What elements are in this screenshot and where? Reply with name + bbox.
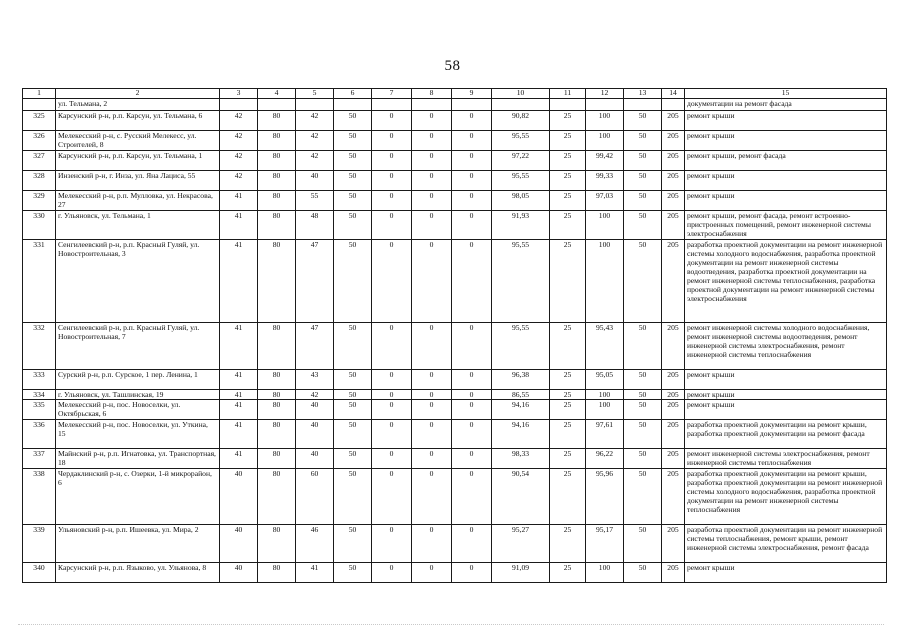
table-cell: 0 bbox=[372, 525, 412, 563]
table-cell: 0 bbox=[372, 191, 412, 211]
table-cell: 0 bbox=[412, 449, 452, 469]
table-cell: 0 bbox=[372, 151, 412, 171]
page-number: 58 bbox=[444, 58, 461, 74]
table-cell: 100 bbox=[586, 563, 624, 583]
works-cell: разработка проектной документации на ремонт крыши, разработка проектной документации на ремонт фасада bbox=[685, 420, 887, 449]
table-cell: 0 bbox=[412, 525, 452, 563]
column-number-header: 15 bbox=[685, 89, 887, 99]
table-cell: 100 bbox=[586, 390, 624, 400]
table-cell: 50 bbox=[624, 171, 662, 191]
table-cell: 94,16 bbox=[492, 420, 550, 449]
table-cell: 95,96 bbox=[586, 469, 624, 525]
row-number-cell: 340 bbox=[23, 563, 56, 583]
table-cell: 98,33 bbox=[492, 449, 550, 469]
table-cell: 80 bbox=[258, 211, 296, 240]
table-cell: 205 bbox=[662, 111, 685, 131]
table-cell: 50 bbox=[334, 525, 372, 563]
table-cell: 50 bbox=[334, 420, 372, 449]
row-number-cell: 329 bbox=[23, 191, 56, 211]
table-cell: 50 bbox=[334, 563, 372, 583]
table-cell: 91,09 bbox=[492, 563, 550, 583]
table-cell: 41 bbox=[220, 390, 258, 400]
works-cell: ремонт крыши bbox=[685, 131, 887, 151]
address-cell: Майнский р-н, р.п. Игнатовка, ул. Транспортная, 18 bbox=[56, 449, 220, 469]
table-cell: 50 bbox=[334, 211, 372, 240]
table-cell: 50 bbox=[624, 420, 662, 449]
table-cell: 205 bbox=[662, 420, 685, 449]
table-cell: 96,22 bbox=[586, 449, 624, 469]
table-cell: 0 bbox=[412, 370, 452, 390]
address-cell: г. Ульяновск, ул. Ташлинская, 19 bbox=[56, 390, 220, 400]
table-cell: 0 bbox=[452, 211, 492, 240]
table-cell: 50 bbox=[334, 111, 372, 131]
table-cell: 41 bbox=[220, 449, 258, 469]
table-cell: 0 bbox=[412, 240, 452, 323]
works-cell: ремонт крыши, ремонт фасада bbox=[685, 151, 887, 171]
table-cell: 95,55 bbox=[492, 323, 550, 370]
works-cell: ремонт инженерной системы электроснабжения, ремонт инженерной системы теплоснабжения bbox=[685, 449, 887, 469]
row-number-cell: 336 bbox=[23, 420, 56, 449]
works-cell: ремонт крыши bbox=[685, 390, 887, 400]
row-number-cell: 332 bbox=[23, 323, 56, 370]
table-cell: 91,93 bbox=[492, 211, 550, 240]
row-number-cell: 334 bbox=[23, 390, 56, 400]
table-cell: 80 bbox=[258, 151, 296, 171]
table-cell: 50 bbox=[334, 131, 372, 151]
table-cell: 41 bbox=[220, 240, 258, 323]
table-cell: 50 bbox=[334, 191, 372, 211]
table-cell: 0 bbox=[372, 240, 412, 323]
table-cell: 50 bbox=[334, 171, 372, 191]
table-cell: 41 bbox=[220, 400, 258, 420]
works-cell: документации на ремонт фасада bbox=[685, 99, 887, 111]
table-row bbox=[23, 131, 887, 151]
table-cell: 97,61 bbox=[586, 420, 624, 449]
table-cell: 50 bbox=[624, 131, 662, 151]
table-cell: 0 bbox=[372, 370, 412, 390]
table-cell: 25 bbox=[550, 151, 586, 171]
table-cell: 50 bbox=[624, 390, 662, 400]
table-cell: 95,05 bbox=[586, 370, 624, 390]
table-cell: 80 bbox=[258, 131, 296, 151]
table-cell: 0 bbox=[372, 563, 412, 583]
table-cell: 100 bbox=[586, 240, 624, 323]
table-cell: 40 bbox=[220, 563, 258, 583]
table-cell: 95,55 bbox=[492, 171, 550, 191]
works-cell: ремонт крыши bbox=[685, 563, 887, 583]
table-cell: 50 bbox=[624, 525, 662, 563]
table-cell: 50 bbox=[334, 390, 372, 400]
works-cell: ремонт инженерной системы холодного водоснабжения, ремонт инженерной системы водоотведения, ремонт инженерной системы электроснабжения, ремонт инженерной системы теплоснабжения bbox=[685, 323, 887, 370]
row-number-cell: 330 bbox=[23, 211, 56, 240]
table-cell: 41 bbox=[220, 211, 258, 240]
address-cell: Карсунский р-н, р.п. Карсун, ул. Тельмана, 1 bbox=[56, 151, 220, 171]
table-cell: 95,17 bbox=[586, 525, 624, 563]
table-cell: 0 bbox=[452, 171, 492, 191]
table-row bbox=[23, 370, 887, 390]
table-cell: 0 bbox=[372, 420, 412, 449]
table-cell: 0 bbox=[452, 131, 492, 151]
table-cell: 25 bbox=[550, 420, 586, 449]
table-cell: 0 bbox=[452, 469, 492, 525]
table-cell: 0 bbox=[412, 211, 452, 240]
table-cell: 80 bbox=[258, 171, 296, 191]
table-cell: 25 bbox=[550, 390, 586, 400]
table-cell: 46 bbox=[296, 525, 334, 563]
table-cell: 42 bbox=[296, 151, 334, 171]
table-cell: 0 bbox=[452, 240, 492, 323]
table-row bbox=[23, 390, 887, 400]
table-cell: 0 bbox=[452, 390, 492, 400]
table-row bbox=[23, 420, 887, 449]
table-cell: 96,38 bbox=[492, 370, 550, 390]
row-number-cell: 331 bbox=[23, 240, 56, 323]
row-number-cell: 338 bbox=[23, 469, 56, 525]
table-cell: 80 bbox=[258, 191, 296, 211]
table-cell: 80 bbox=[258, 390, 296, 400]
table-cell bbox=[334, 99, 372, 111]
column-number-header: 7 bbox=[372, 89, 412, 99]
table-cell bbox=[624, 99, 662, 111]
column-number-header: 1 bbox=[23, 89, 56, 99]
table-cell: 41 bbox=[220, 191, 258, 211]
table-cell: 42 bbox=[220, 111, 258, 131]
table-cell: 0 bbox=[412, 323, 452, 370]
works-cell: ремонт крыши bbox=[685, 191, 887, 211]
table-cell: 50 bbox=[624, 151, 662, 171]
table-cell: 0 bbox=[372, 211, 412, 240]
table-cell: 205 bbox=[662, 563, 685, 583]
address-cell: Сенгилеевский р-н, р.п. Красный Гуляй, ул. Новостроительная, 3 bbox=[56, 240, 220, 323]
table-cell: 25 bbox=[550, 370, 586, 390]
table-cell: 205 bbox=[662, 151, 685, 171]
table-cell: 80 bbox=[258, 469, 296, 525]
table-cell: 50 bbox=[624, 400, 662, 420]
table-cell: 25 bbox=[550, 191, 586, 211]
table-cell: 0 bbox=[452, 400, 492, 420]
table-cell: 40 bbox=[296, 400, 334, 420]
table-cell: 42 bbox=[220, 131, 258, 151]
table-cell: 0 bbox=[372, 171, 412, 191]
address-cell: Мелекесский р-н, р.п. Мулловка, ул. Некрасова, 27 bbox=[56, 191, 220, 211]
table-row bbox=[23, 563, 887, 583]
table-cell: 90,82 bbox=[492, 111, 550, 131]
table-cell: 47 bbox=[296, 240, 334, 323]
table-cell: 40 bbox=[296, 171, 334, 191]
table-row bbox=[23, 211, 887, 240]
table-cell: 100 bbox=[586, 131, 624, 151]
table-cell: 95,43 bbox=[586, 323, 624, 370]
column-number-header: 5 bbox=[296, 89, 334, 99]
table-row bbox=[23, 171, 887, 191]
column-number-header: 9 bbox=[452, 89, 492, 99]
table-cell: 40 bbox=[296, 449, 334, 469]
table-cell bbox=[586, 99, 624, 111]
table-cell: 0 bbox=[372, 131, 412, 151]
table-cell bbox=[412, 99, 452, 111]
column-number-header: 4 bbox=[258, 89, 296, 99]
table-cell: 41 bbox=[220, 370, 258, 390]
table-cell: 40 bbox=[220, 469, 258, 525]
table-cell: 95,55 bbox=[492, 240, 550, 323]
table-cell: 25 bbox=[550, 449, 586, 469]
column-number-header: 6 bbox=[334, 89, 372, 99]
works-cell: разработка проектной документации на ремонт инженерной системы холодного водоснабжения, разработка проектной документации на ремонт инженерной системы водоотведения, разработка проектной документации на ремонт инженерной системы теплоснабжения, разработка проектной документации на ремонт инженерной системы электроснабжения bbox=[685, 240, 887, 323]
table-cell: 205 bbox=[662, 370, 685, 390]
table-cell: 0 bbox=[452, 525, 492, 563]
table-cell: 60 bbox=[296, 469, 334, 525]
table-cell: 0 bbox=[412, 469, 452, 525]
table-cell: 42 bbox=[296, 111, 334, 131]
table-cell bbox=[550, 99, 586, 111]
table-row bbox=[23, 111, 887, 131]
table-cell: 205 bbox=[662, 211, 685, 240]
works-cell: разработка проектной документации на ремонт инженерной системы теплоснабжения, ремонт крыши, ремонт инженерной системы электроснабжения, ремонт фасада bbox=[685, 525, 887, 563]
works-cell: разработка проектной документации на ремонт крыши, разработка проектной документации на ремонт инженерной системы холодного водоснабжения, разработка проектной документации на ремонт инженерной системы теплоснабжения bbox=[685, 469, 887, 525]
table-cell: 80 bbox=[258, 323, 296, 370]
table-cell: 25 bbox=[550, 111, 586, 131]
table-cell: 80 bbox=[258, 370, 296, 390]
table-cell: 80 bbox=[258, 563, 296, 583]
table-cell: 50 bbox=[624, 563, 662, 583]
table-cell: 25 bbox=[550, 469, 586, 525]
table-cell: 50 bbox=[624, 240, 662, 323]
table-cell: 50 bbox=[624, 323, 662, 370]
header-row bbox=[23, 89, 887, 99]
table-cell: 0 bbox=[372, 111, 412, 131]
works-cell: ремонт крыши bbox=[685, 370, 887, 390]
table-cell: 40 bbox=[220, 525, 258, 563]
table-cell: 98,05 bbox=[492, 191, 550, 211]
table-cell bbox=[296, 99, 334, 111]
table-cell: 41 bbox=[220, 323, 258, 370]
table-cell: 100 bbox=[586, 400, 624, 420]
table-cell: 205 bbox=[662, 191, 685, 211]
table-cell: 41 bbox=[296, 563, 334, 583]
table-cell: 50 bbox=[334, 400, 372, 420]
table-cell: 0 bbox=[412, 420, 452, 449]
row-number-cell: 333 bbox=[23, 370, 56, 390]
table-cell: 50 bbox=[624, 211, 662, 240]
row-number-cell: 326 bbox=[23, 131, 56, 151]
table-cell: 100 bbox=[586, 211, 624, 240]
table-cell: 0 bbox=[372, 449, 412, 469]
column-number-header: 3 bbox=[220, 89, 258, 99]
row-number-cell: 337 bbox=[23, 449, 56, 469]
table-cell: 94,16 bbox=[492, 400, 550, 420]
row-number-cell: 327 bbox=[23, 151, 56, 171]
table-row bbox=[23, 151, 887, 171]
table-cell bbox=[372, 99, 412, 111]
table-row bbox=[23, 449, 887, 469]
table-cell: 42 bbox=[220, 171, 258, 191]
column-number-header: 14 bbox=[662, 89, 685, 99]
table-cell: 25 bbox=[550, 525, 586, 563]
address-cell: Чердаклинский р-н, с. Озерки, 1-й микрорайон, 6 bbox=[56, 469, 220, 525]
table-cell: 205 bbox=[662, 131, 685, 151]
works-cell: ремонт крыши bbox=[685, 111, 887, 131]
works-cell: ремонт крыши bbox=[685, 171, 887, 191]
table-cell: 0 bbox=[452, 563, 492, 583]
table-row bbox=[23, 240, 887, 323]
scan-noise-line bbox=[18, 624, 884, 626]
table-cell: 205 bbox=[662, 400, 685, 420]
row-number-cell: 325 bbox=[23, 111, 56, 131]
table-row bbox=[23, 525, 887, 563]
table-cell: 0 bbox=[412, 390, 452, 400]
table-cell: 50 bbox=[334, 240, 372, 323]
address-cell: Инзенский р-н, г. Инза, ул. Яна Лациса, 55 bbox=[56, 171, 220, 191]
works-cell: ремонт крыши bbox=[685, 400, 887, 420]
table-cell: 50 bbox=[334, 469, 372, 525]
table-cell: 50 bbox=[624, 111, 662, 131]
table-cell: 100 bbox=[586, 111, 624, 131]
table-cell: 0 bbox=[372, 390, 412, 400]
table-cell: 97,22 bbox=[492, 151, 550, 171]
table-cell bbox=[220, 99, 258, 111]
table-cell bbox=[662, 99, 685, 111]
table-cell: 0 bbox=[412, 131, 452, 151]
table-cell: 50 bbox=[624, 191, 662, 211]
table-cell: 25 bbox=[550, 211, 586, 240]
column-number-header: 2 bbox=[56, 89, 220, 99]
address-cell: Карсунский р-н, р.п. Языково, ул. Ульянова, 8 bbox=[56, 563, 220, 583]
row-number-cell: 339 bbox=[23, 525, 56, 563]
table-cell: 50 bbox=[624, 449, 662, 469]
table-cell: 41 bbox=[220, 420, 258, 449]
table-cell: 99,33 bbox=[586, 171, 624, 191]
table-cell: 97,03 bbox=[586, 191, 624, 211]
address-cell: Мелекесский р-н, пос. Новоселки, ул. Октябрьская, 6 bbox=[56, 400, 220, 420]
address-cell: г. Ульяновск, ул. Тельмана, 1 bbox=[56, 211, 220, 240]
table-cell: 50 bbox=[334, 370, 372, 390]
table-cell: 42 bbox=[220, 151, 258, 171]
address-cell: Карсунский р-н, р.п. Карсун, ул. Тельмана, 6 bbox=[56, 111, 220, 131]
table-cell: 47 bbox=[296, 323, 334, 370]
table-cell: 0 bbox=[372, 469, 412, 525]
table-row bbox=[23, 400, 887, 420]
table-cell bbox=[258, 99, 296, 111]
table-cell: 0 bbox=[452, 449, 492, 469]
table-row bbox=[23, 469, 887, 525]
table-row bbox=[23, 191, 887, 211]
row-number-cell: 328 bbox=[23, 171, 56, 191]
table-cell: 0 bbox=[452, 151, 492, 171]
table-cell: 0 bbox=[452, 323, 492, 370]
row-number-cell bbox=[23, 99, 56, 111]
table-cell: 99,42 bbox=[586, 151, 624, 171]
table-cell bbox=[452, 99, 492, 111]
address-cell: Мелекесский р-н, с. Русский Мелекесс, ул. Строителей, 8 bbox=[56, 131, 220, 151]
table-cell: 205 bbox=[662, 449, 685, 469]
table-cell bbox=[492, 99, 550, 111]
table-cell: 50 bbox=[624, 469, 662, 525]
table-cell: 0 bbox=[452, 370, 492, 390]
table-cell: 80 bbox=[258, 525, 296, 563]
column-number-header: 12 bbox=[586, 89, 624, 99]
table-cell: 205 bbox=[662, 525, 685, 563]
table-row bbox=[23, 99, 887, 111]
table-cell: 0 bbox=[412, 111, 452, 131]
table-cell: 95,55 bbox=[492, 131, 550, 151]
works-cell: ремонт крыши, ремонт фасада, ремонт встроенно-пристроенных помещений, ремонт инженерной системы электроснабжения bbox=[685, 211, 887, 240]
address-cell: Сурский р-н, р.п. Сурское, 1 пер. Ленина, 1 bbox=[56, 370, 220, 390]
table-cell: 80 bbox=[258, 400, 296, 420]
table-cell: 42 bbox=[296, 390, 334, 400]
repair-registry-table bbox=[22, 88, 887, 583]
table-cell: 0 bbox=[412, 171, 452, 191]
table-cell: 80 bbox=[258, 240, 296, 323]
table-cell: 50 bbox=[334, 323, 372, 370]
column-number-header: 10 bbox=[492, 89, 550, 99]
table-cell: 48 bbox=[296, 211, 334, 240]
row-number-cell: 335 bbox=[23, 400, 56, 420]
table-cell: 95,27 bbox=[492, 525, 550, 563]
table-cell: 25 bbox=[550, 240, 586, 323]
table-cell: 0 bbox=[372, 400, 412, 420]
table-cell: 0 bbox=[412, 400, 452, 420]
table-cell: 86,55 bbox=[492, 390, 550, 400]
table-cell: 80 bbox=[258, 420, 296, 449]
table-cell: 50 bbox=[334, 151, 372, 171]
table-cell: 0 bbox=[452, 111, 492, 131]
table-cell: 25 bbox=[550, 323, 586, 370]
table-cell: 0 bbox=[452, 191, 492, 211]
table-cell: 205 bbox=[662, 171, 685, 191]
table-cell: 55 bbox=[296, 191, 334, 211]
table-cell: 25 bbox=[550, 131, 586, 151]
address-cell: Ульяновский р-н, р.п. Ишеевка, ул. Мира, 2 bbox=[56, 525, 220, 563]
table-cell: 50 bbox=[334, 449, 372, 469]
table-cell: 205 bbox=[662, 390, 685, 400]
table-cell: 0 bbox=[452, 420, 492, 449]
table-cell: 40 bbox=[296, 420, 334, 449]
table-cell: 80 bbox=[258, 449, 296, 469]
table-cell: 90,54 bbox=[492, 469, 550, 525]
address-cell: Мелекесский р-н, пос. Новоселки, ул. Уткина, 15 bbox=[56, 420, 220, 449]
address-cell: ул. Тельмана, 2 bbox=[56, 99, 220, 111]
table-cell: 0 bbox=[412, 563, 452, 583]
table-cell: 25 bbox=[550, 563, 586, 583]
table-cell: 0 bbox=[412, 151, 452, 171]
table-cell: 205 bbox=[662, 469, 685, 525]
table-cell: 42 bbox=[296, 131, 334, 151]
table-cell: 205 bbox=[662, 240, 685, 323]
column-number-header: 13 bbox=[624, 89, 662, 99]
table-row bbox=[23, 323, 887, 370]
table-cell: 25 bbox=[550, 400, 586, 420]
column-number-header: 11 bbox=[550, 89, 586, 99]
table-cell: 0 bbox=[372, 323, 412, 370]
address-cell: Сенгилеевский р-н, р.п. Красный Гуляй, ул. Новостроительная, 7 bbox=[56, 323, 220, 370]
table-cell: 205 bbox=[662, 323, 685, 370]
column-number-header: 8 bbox=[412, 89, 452, 99]
table-cell: 43 bbox=[296, 370, 334, 390]
table-cell: 0 bbox=[412, 191, 452, 211]
table-cell: 25 bbox=[550, 171, 586, 191]
table-cell: 50 bbox=[624, 370, 662, 390]
table-cell: 80 bbox=[258, 111, 296, 131]
